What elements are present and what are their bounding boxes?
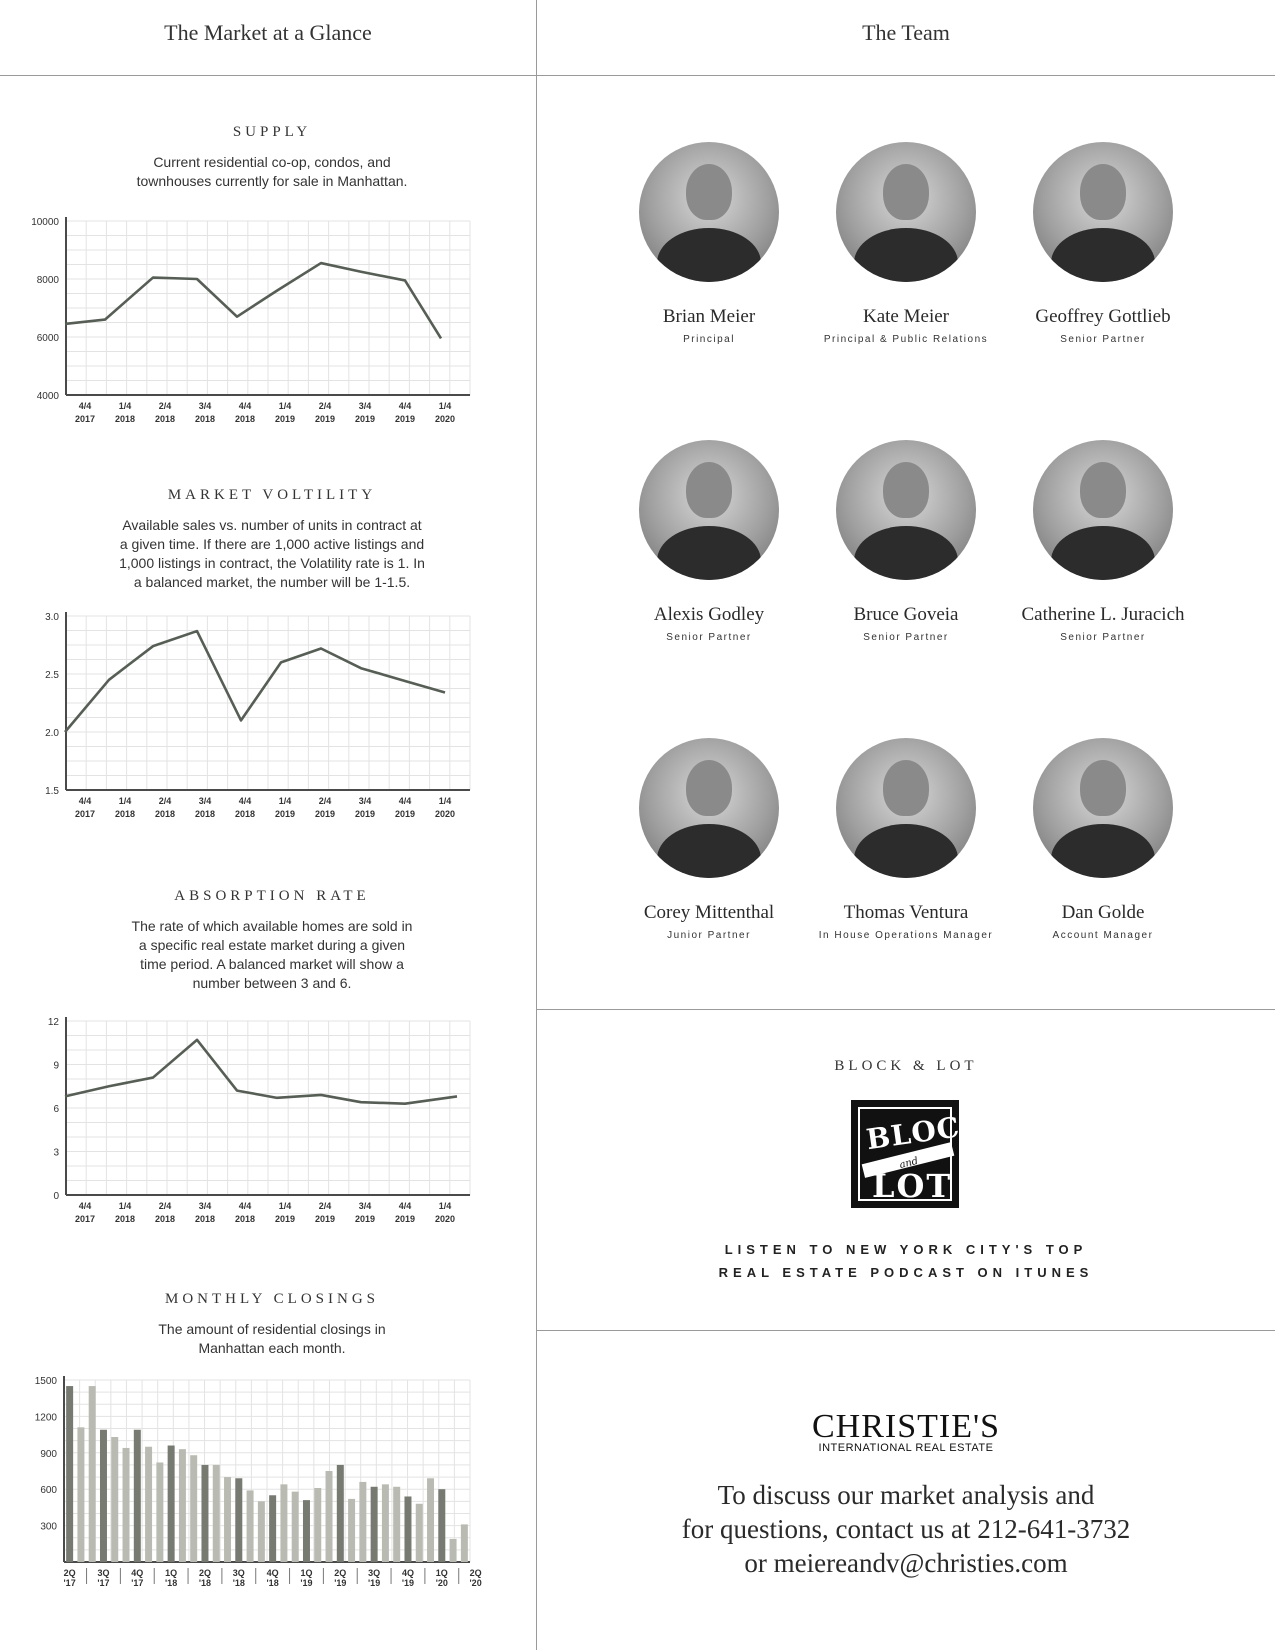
portrait-photo <box>1033 738 1173 878</box>
bar <box>111 1437 118 1562</box>
y-tick-label: 600 <box>40 1485 57 1497</box>
member-name: Catherine L. Juracich <box>1021 604 1185 625</box>
member-name: Corey Mittenthal <box>643 902 775 923</box>
bar <box>123 1448 130 1562</box>
y-tick-label: 300 <box>40 1521 57 1533</box>
bar <box>89 1386 96 1562</box>
portrait-photo <box>1033 440 1173 580</box>
x-tick-label: 4/4 2017 <box>74 401 96 424</box>
x-tick-label: 1/4 2019 <box>274 401 296 424</box>
x-tick-label: 1/4 2020 <box>434 1201 456 1224</box>
y-tick-label: 6000 <box>36 333 59 344</box>
x-tick-label: 2/4 2018 <box>154 796 176 819</box>
bar <box>326 1471 333 1562</box>
podcast-line-2: REAL ESTATE PODCAST ON ITUNES <box>718 1265 1094 1280</box>
team-member <box>1003 738 1203 941</box>
x-tick-label: 4Q '19 <box>401 1568 415 1588</box>
bar <box>359 1482 366 1562</box>
x-tick-label: 2Q '19 <box>334 1568 347 1588</box>
christies-logo-subtitle: INTERNATIONAL REAL ESTATE <box>818 1442 994 1454</box>
member-title: Senior Partner <box>1060 334 1146 345</box>
bar <box>190 1455 197 1562</box>
contact-text <box>537 1478 1275 1580</box>
absorption-description: The rate of which available homes are sold in a specific real estate market during a given time period. A balanced market will show a number between 3 and 6. <box>131 918 413 991</box>
x-tick-label: 3Q '19 <box>368 1568 381 1588</box>
supply-chart <box>0 205 480 435</box>
portrait-photo <box>836 142 976 282</box>
x-tick-label: 1/4 2019 <box>274 1201 296 1224</box>
bar <box>224 1477 231 1562</box>
bar <box>427 1478 434 1562</box>
x-tick-label: 1/4 2019 <box>274 796 296 819</box>
bar <box>201 1465 208 1562</box>
contact-line[interactable]: for questions, contact us at 212-641-3732 <box>681 1514 1131 1544</box>
member-name: Bruce Goveia <box>853 604 959 625</box>
bar <box>371 1487 378 1562</box>
bar <box>269 1495 276 1562</box>
member-name: Dan Golde <box>1061 902 1145 923</box>
closings-description: The amount of residential closings in Manhattan each month. <box>158 1321 386 1356</box>
x-tick-label: 3/4 2018 <box>194 401 216 424</box>
y-tick-label: 2.5 <box>45 670 59 681</box>
series-line <box>65 263 441 338</box>
y-tick-label: 1.5 <box>45 786 59 797</box>
team-member <box>806 440 1006 643</box>
member-name: Kate Meier <box>863 306 949 327</box>
closings-title: MONTHLY CLOSINGS <box>164 1291 380 1307</box>
y-tick-label: 10000 <box>31 217 59 228</box>
member-name: Alexis Godley <box>653 604 765 625</box>
team-member <box>1003 440 1203 643</box>
x-tick-label: 1/4 2018 <box>114 401 136 424</box>
member-title: Junior Partner <box>667 930 751 941</box>
team-member <box>1003 142 1203 345</box>
team-member <box>806 738 1006 941</box>
member-title: Principal <box>683 334 735 345</box>
y-tick-label: 3 <box>53 1147 59 1159</box>
member-title: Principal & Public Relations <box>823 334 989 345</box>
x-tick-label: 3/4 2019 <box>354 796 376 819</box>
x-tick-label: 1Q '18 <box>165 1568 178 1588</box>
logo-text-and: and <box>898 1155 920 1172</box>
member-title: Senior Partner <box>666 632 752 643</box>
x-tick-label: 4/4 2019 <box>394 796 416 819</box>
y-tick-label: 900 <box>40 1448 57 1460</box>
logo-text-top: BLOCK <box>864 1106 988 1157</box>
christies-logo: CHRISTIE'S <box>811 1408 1001 1445</box>
volatility-title: MARKET VOLTILITY <box>167 487 377 503</box>
member-title: Senior Partner <box>863 632 949 643</box>
bar <box>213 1465 220 1562</box>
bar <box>66 1386 73 1562</box>
y-tick-label: 12 <box>47 1017 59 1028</box>
y-tick-label: 8000 <box>36 275 59 286</box>
member-title: Senior Partner <box>1060 632 1146 643</box>
y-tick-label: 9 <box>53 1060 59 1072</box>
volatility-description: Available sales vs. number of units in contract at a given time. If there are 1,000 active listings and 1,000 listings in contract, the Volatility rate is 1. In a balanced market, the number will be 1-1.5. <box>119 517 425 590</box>
x-tick-label: 4/4 2018 <box>234 796 256 819</box>
closings-chart <box>0 1370 480 1600</box>
bar <box>156 1463 163 1562</box>
block-and-lot-logo[interactable] <box>851 1100 988 1208</box>
bar <box>280 1484 287 1562</box>
member-name: Brian Meier <box>662 306 756 327</box>
x-tick-label: 4/4 2017 <box>74 1201 96 1224</box>
x-tick-label: 1/4 2020 <box>434 796 456 819</box>
bar <box>404 1496 411 1562</box>
podcast-line-1: LISTEN TO NEW YORK CITY'S TOP <box>724 1242 1088 1257</box>
member-name: Thomas Ventura <box>843 902 969 923</box>
column-divider <box>536 0 537 1650</box>
series-line <box>65 1040 457 1104</box>
x-tick-label: 4/4 2019 <box>394 401 416 424</box>
y-tick-label: 2.0 <box>45 728 59 739</box>
volatility-chart <box>0 600 480 830</box>
x-tick-label: 1/4 2018 <box>114 1201 136 1224</box>
bar <box>134 1430 141 1562</box>
x-tick-label: 2Q '20 <box>469 1568 482 1588</box>
x-tick-label: 4Q '18 <box>266 1568 279 1588</box>
team-member <box>609 142 809 345</box>
x-tick-label: 1/4 2020 <box>434 401 456 424</box>
logo-text-bottom: LOT <box>872 1167 953 1205</box>
member-name: Geoffrey Gottlieb <box>1035 306 1171 327</box>
portrait-photo <box>1033 142 1173 282</box>
podcast-heading: BLOCK & LOT <box>834 1058 978 1074</box>
x-tick-label: 3Q '18 <box>232 1568 245 1588</box>
portrait-photo <box>639 738 779 878</box>
bar <box>247 1490 254 1562</box>
x-tick-label: 4/4 2018 <box>234 1201 256 1224</box>
bar <box>337 1465 344 1562</box>
contact-line: To discuss our market analysis and <box>717 1480 1095 1510</box>
bar <box>292 1492 299 1562</box>
portrait-photo <box>639 142 779 282</box>
x-tick-label: 1Q '20 <box>435 1568 448 1588</box>
x-tick-label: 3/4 2018 <box>194 1201 216 1224</box>
portrait-photo <box>639 440 779 580</box>
member-title: In House Operations Manager <box>818 930 994 941</box>
team-divider <box>537 1009 1275 1010</box>
x-tick-label: 2/4 2018 <box>154 401 176 424</box>
bar <box>393 1487 400 1562</box>
bar <box>179 1449 186 1562</box>
supply-title: SUPPLY <box>232 124 312 140</box>
y-tick-label: 1200 <box>34 1412 57 1424</box>
bar <box>450 1539 457 1562</box>
team-member <box>806 142 1006 345</box>
x-tick-label: 1/4 2018 <box>114 796 136 819</box>
x-tick-label: 2Q '18 <box>198 1568 212 1588</box>
absorption-chart <box>0 1005 480 1235</box>
bar <box>258 1501 265 1562</box>
x-tick-label: 3/4 2018 <box>194 796 216 819</box>
series-line <box>65 631 445 732</box>
x-tick-label: 2/4 2019 <box>314 796 336 819</box>
bar <box>348 1499 355 1562</box>
portrait-photo <box>836 440 976 580</box>
y-tick-label: 6 <box>53 1104 59 1115</box>
member-title: Account Manager <box>1052 930 1154 941</box>
x-tick-label: 4/4 2019 <box>394 1201 416 1224</box>
x-tick-label: 1Q '19 <box>300 1568 313 1588</box>
team-header: The Team <box>862 20 950 45</box>
market-header: The Market at a Glance <box>164 20 372 45</box>
header-divider <box>0 75 1275 76</box>
team-member <box>609 440 809 643</box>
team-member <box>609 738 809 941</box>
x-tick-label: 2/4 2019 <box>314 1201 336 1224</box>
bar <box>314 1488 321 1562</box>
x-tick-label: 3/4 2019 <box>354 1201 376 1224</box>
supply-description: Current residential co-op, condos, and townhouses currently for sale in Manhattan. <box>136 154 408 189</box>
bar <box>77 1427 84 1562</box>
bar <box>461 1524 468 1562</box>
bar <box>168 1446 175 1562</box>
portrait-photo <box>836 738 976 878</box>
bar <box>382 1484 389 1562</box>
bar <box>235 1478 242 1562</box>
x-tick-label: 2Q '17 <box>63 1568 76 1588</box>
x-tick-label: 3Q '17 <box>97 1568 110 1588</box>
bar <box>438 1489 445 1562</box>
contact-line[interactable]: or meiereandv@christies.com <box>744 1548 1068 1578</box>
bar <box>303 1500 310 1562</box>
y-tick-label: 0 <box>53 1191 59 1202</box>
y-tick-label: 3.0 <box>45 612 59 623</box>
bar <box>145 1447 152 1562</box>
bar <box>100 1430 107 1562</box>
absorption-title: ABSORPTION RATE <box>174 888 370 904</box>
podcast-divider <box>537 1330 1275 1331</box>
x-tick-label: 4/4 2018 <box>234 401 256 424</box>
x-tick-label: 3/4 2019 <box>354 401 376 424</box>
y-tick-label: 1500 <box>34 1376 57 1387</box>
x-tick-label: 2/4 2019 <box>314 401 336 424</box>
y-tick-label: 4000 <box>36 391 59 402</box>
x-tick-label: 2/4 2018 <box>154 1201 176 1224</box>
bar <box>416 1504 423 1562</box>
x-tick-label: 4/4 2017 <box>74 796 96 819</box>
x-tick-label: 4Q '17 <box>131 1568 144 1588</box>
